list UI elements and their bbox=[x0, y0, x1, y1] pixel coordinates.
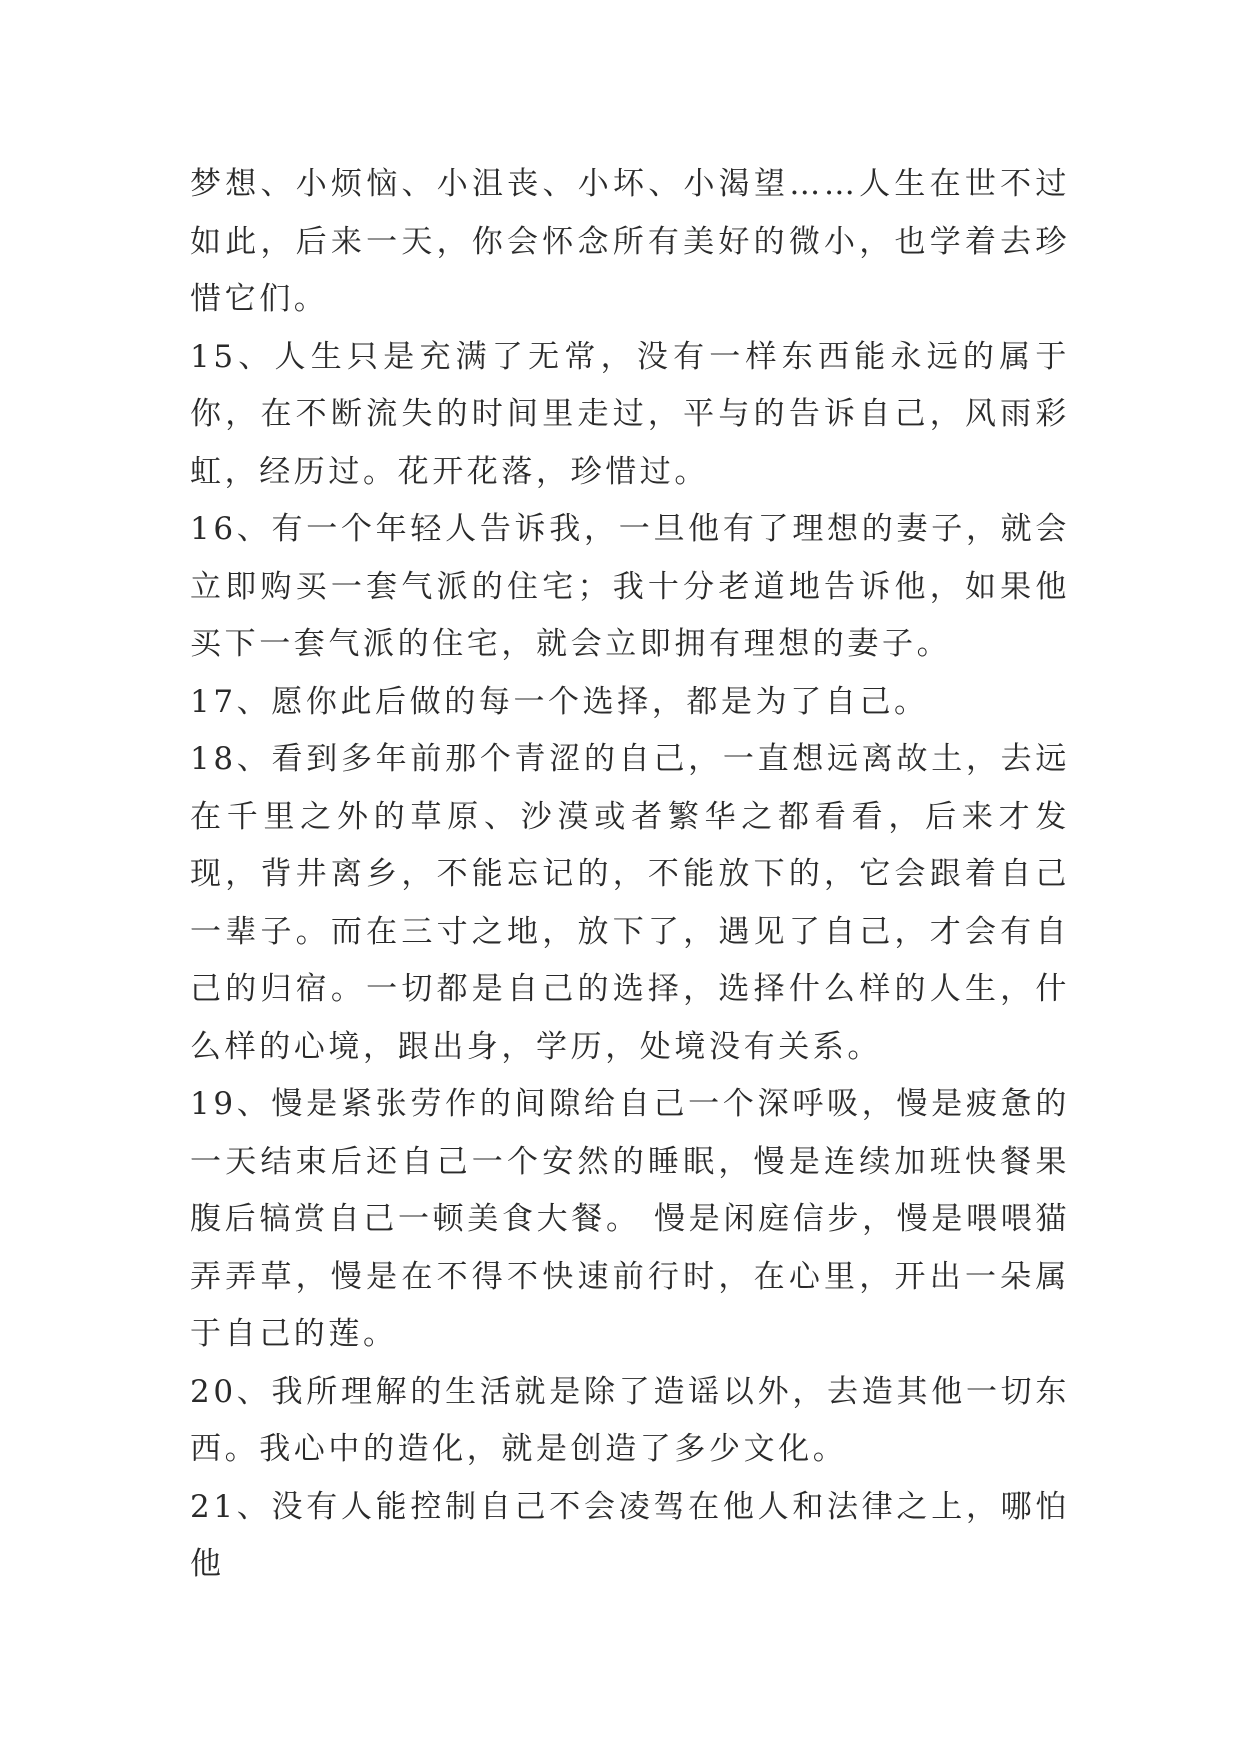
document-body bbox=[190, 156, 1070, 1594]
paragraph-item-18: 18、看到多年前那个青涩的自己，一直想远离故土，去远在千里之外的草原、沙漠或者繁华之都看看，后来才发现，背井离乡，不能忘记的，不能放下的，它会跟着自己一辈子。而在三寸之地，放下了，遇见了自己，才会有自己的归宿。一切都是自己的选择，选择什么样的人生，什么样的心境，跟出身，学历，处境没有关系。 bbox=[190, 741, 1070, 1065]
paragraph-item-21: 21、没有人能控制自己不会凌驾在他人和法律之上，哪怕他 bbox=[190, 1488, 1070, 1582]
paragraph-continuation: 梦想、小烦恼、小沮丧、小坏、小渴望……人生在世不过如此，后来一天，你会怀念所有美好的微小，也学着去珍惜它们。 bbox=[190, 166, 1070, 317]
paragraph-item-20: 20、我所理解的生活就是除了造谣以外，去造其他一切东西。我心中的造化，就是创造了多少文化。 bbox=[190, 1373, 1070, 1467]
paragraph-item-17: 17、愿你此后做的每一个选择，都是为了自己。 bbox=[190, 683, 929, 720]
paragraph-item-16: 16、有一个年轻人告诉我，一旦他有了理想的妻子，就会立即购买一套气派的住宅；我十分老道地告诉他，如果他买下一套气派的住宅，就会立即拥有理想的妻子。 bbox=[190, 511, 1070, 662]
paragraph-item-15: 15、人生只是充满了无常，没有一样东西能永远的属于你，在不断流失的时间里走过，平与的告诉自己，风雨彩虹，经历过。花开花落，珍惜过。 bbox=[190, 338, 1070, 490]
paragraph-item-19: 19、慢是紧张劳作的间隙给自己一个深呼吸，慢是疲惫的一天结束后还自己一个安然的睡眠，慢是连续加班快餐果腹后犒赏自己一顿美食大餐。 慢是闲庭信步，慢是喂喂猫弄弄草，慢是在不得不快速前行时，在心里，开出一朵属于自己的莲。 bbox=[190, 1086, 1070, 1352]
